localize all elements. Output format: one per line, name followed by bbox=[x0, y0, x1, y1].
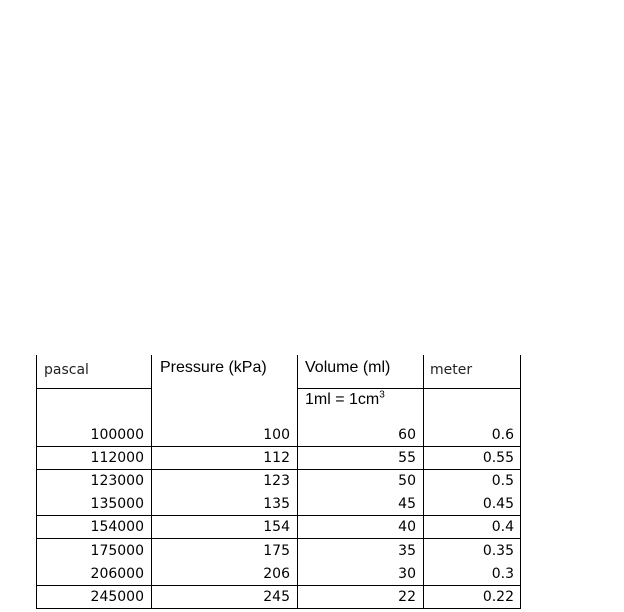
volume-unit-note-superscript: 3 bbox=[379, 389, 385, 401]
volume-unit-note-text: 1ml = 1cm bbox=[305, 391, 380, 408]
cell-volume: 55 bbox=[398, 450, 416, 466]
cell-volume: 30 bbox=[398, 566, 416, 582]
cell-pressure: 245 bbox=[263, 589, 290, 605]
cell-volume: 35 bbox=[398, 543, 416, 559]
cell-pressure: 154 bbox=[263, 519, 290, 535]
cell-pascal: 100000 bbox=[90, 427, 144, 443]
cell-volume: 40 bbox=[398, 519, 416, 535]
column-border bbox=[297, 355, 298, 608]
cell-meter: 0.6 bbox=[491, 427, 514, 443]
cell-pressure: 206 bbox=[263, 566, 290, 582]
cell-pressure: 112 bbox=[263, 450, 290, 466]
cell-pressure: 123 bbox=[263, 473, 290, 489]
cell-pascal: 154000 bbox=[90, 519, 144, 535]
cell-meter: 0.3 bbox=[491, 566, 514, 582]
row-border bbox=[36, 388, 152, 389]
header-volume: Volume (ml) bbox=[305, 359, 391, 376]
cell-volume: 50 bbox=[398, 473, 416, 489]
cell-meter: 0.5 bbox=[491, 473, 514, 489]
column-border bbox=[423, 355, 424, 608]
cell-volume: 60 bbox=[398, 427, 416, 443]
cell-pressure: 100 bbox=[263, 427, 290, 443]
cell-pascal: 112000 bbox=[90, 450, 144, 466]
row-border bbox=[297, 388, 521, 389]
cell-meter: 0.35 bbox=[482, 543, 514, 559]
cell-pascal: 123000 bbox=[90, 473, 144, 489]
cell-volume: 22 bbox=[398, 589, 416, 605]
column-border bbox=[36, 355, 37, 608]
cell-pressure: 175 bbox=[263, 543, 290, 559]
row-border bbox=[36, 608, 521, 609]
cell-meter: 0.22 bbox=[482, 589, 514, 605]
column-border bbox=[520, 355, 521, 608]
column-border bbox=[151, 355, 152, 608]
row-border bbox=[36, 585, 521, 586]
cell-pascal: 175000 bbox=[90, 543, 144, 559]
cell-meter: 0.55 bbox=[482, 450, 514, 466]
cell-volume: 45 bbox=[398, 496, 416, 512]
row-border bbox=[36, 538, 521, 539]
volume-unit-note bbox=[305, 390, 385, 410]
cell-pascal: 135000 bbox=[90, 496, 144, 512]
row-border bbox=[36, 515, 521, 516]
cell-pascal: 245000 bbox=[90, 589, 144, 605]
cell-pressure: 135 bbox=[263, 496, 290, 512]
cell-pascal: 206000 bbox=[90, 566, 144, 582]
header-pascal: pascal bbox=[44, 362, 89, 378]
header-pressure: Pressure (kPa) bbox=[160, 359, 267, 376]
cell-meter: 0.45 bbox=[482, 496, 514, 512]
row-border bbox=[36, 469, 521, 470]
row-border bbox=[36, 446, 521, 447]
data-table bbox=[36, 355, 522, 611]
header-meter: meter bbox=[430, 362, 473, 378]
cell-meter: 0.4 bbox=[491, 519, 514, 535]
